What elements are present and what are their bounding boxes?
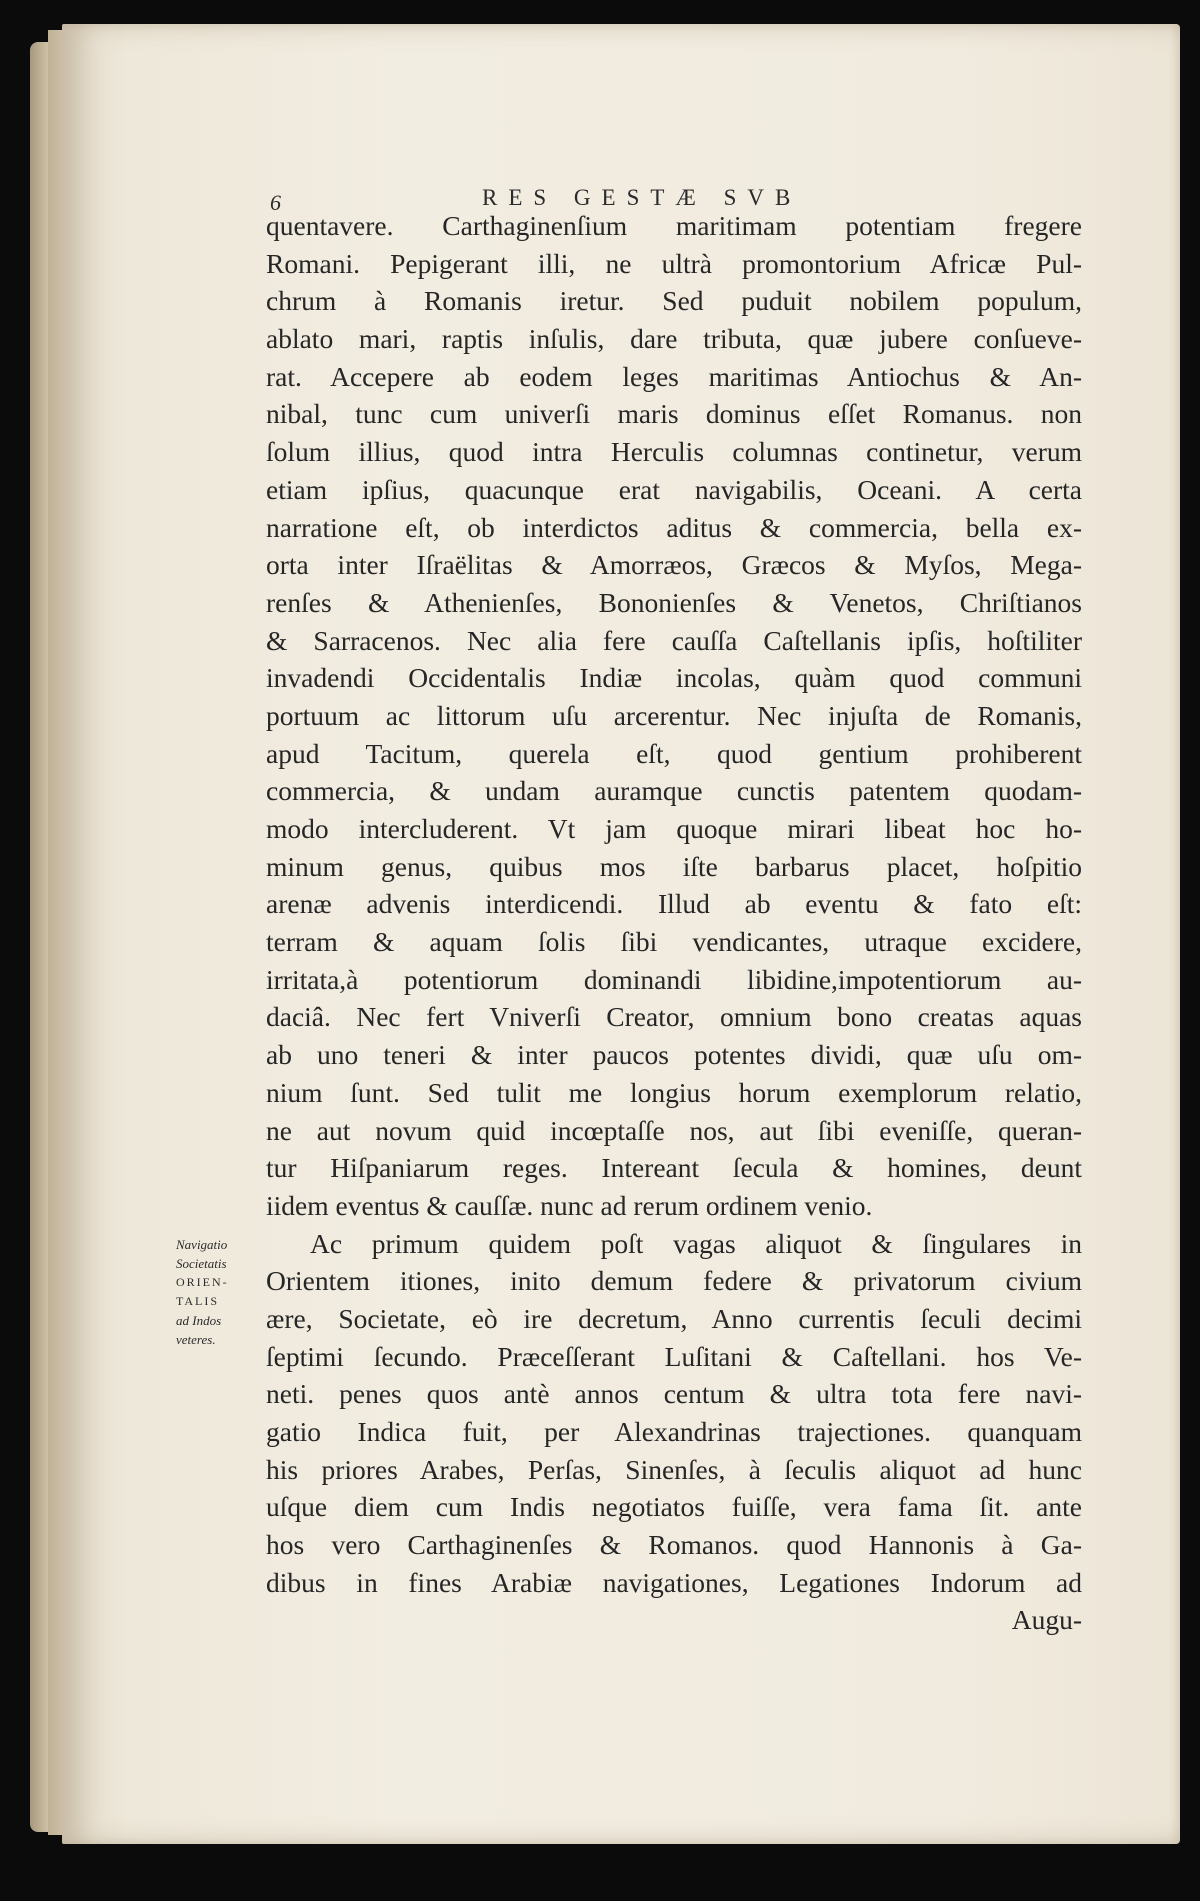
- text-line: dibus in fines Arabiæ navigationes, Legationes Indorum ad: [266, 1566, 1082, 1598]
- text-line: daciâ. Nec fert Vniverſi Creator, omnium bono creatas aquas: [266, 1001, 1082, 1033]
- text-line: uſque diem cum Indis negotiatos fuiſſe, vera fama ſit. ante: [266, 1491, 1082, 1523]
- text-line: terram & aquam ſolis ſibi vendicantes, utraque excidere,: [266, 926, 1082, 958]
- marginal-note-line: TALIS: [176, 1294, 220, 1308]
- text-line: ſeptimi ſecundo. Præceſſerant Luſitani & Caſtellani. hos Ve-: [266, 1340, 1082, 1372]
- text-line: apud Tacitum, querela eſt, quod gentium prohiberent: [266, 737, 1082, 769]
- body-text: [266, 207, 1082, 1639]
- text-line: rat. Accepere ab eodem leges maritimas Antiochus & An-: [266, 360, 1082, 392]
- text-line: nium ſunt. Sed tulit me longius horum exemplorum relatio,: [266, 1076, 1082, 1108]
- marginal-note: [176, 1235, 272, 1349]
- text-line: neti. penes quos antè annos centum & ultra tota fere navi-: [266, 1378, 1082, 1410]
- marginal-note-line: veteres.: [176, 1332, 216, 1347]
- text-line: chrum à Romanis iretur. Sed puduit nobilem populum,: [266, 285, 1082, 317]
- marginal-note-line: ad Indos: [176, 1313, 222, 1328]
- text-line: narratione eſt, ob interdictos aditus & commercia, bella ex-: [266, 511, 1082, 543]
- marginal-note-line: Societatis: [176, 1256, 227, 1271]
- text-line: minum genus, quibus mos iſte barbarus placet, hoſpitio: [266, 850, 1082, 882]
- text-line: ab uno teneri & inter paucos potentes dividi, quæ uſu om-: [266, 1039, 1082, 1071]
- text-line: commercia, & undam auramque cunctis patentem quodam-: [266, 775, 1082, 807]
- running-head: RES GESTÆ SVB: [482, 185, 802, 210]
- text-line: hos vero Carthaginenſes & Romanos. quod Hannonis à Ga-: [266, 1529, 1082, 1561]
- text-line: & Sarracenos. Nec alia fere cauſſa Caſtellanis ipſis, hoſtiliter: [266, 624, 1082, 656]
- text-line: etiam ipſius, quacunque erat navigabilis, Oceani. A certa: [266, 473, 1082, 505]
- text-line: tur Hiſpaniarum reges. Intereant ſecula & homines, deunt: [266, 1152, 1082, 1184]
- text-line: gatio Indica fuit, per Alexandrinas trajectiones. quanquam: [266, 1416, 1082, 1447]
- text-line: Ac primum quidem poſt vagas aliquot & ſingulares in: [310, 1227, 1082, 1259]
- text-line: his priores Arabes, Perſas, Sinenſes, à ſeculis aliquot ad hunc: [266, 1453, 1082, 1485]
- text-line: ſolum illius, quod intra Herculis columnas continetur, verum: [266, 436, 1082, 468]
- marginal-note-line: ORIEN-: [176, 1275, 229, 1289]
- text-line: modo intercluderent. Vt jam quoque mirari libeat hoc ho-: [266, 813, 1082, 844]
- text-line: ablato mari, raptis inſulis, dare tributa, quæ jubere conſueve-: [266, 323, 1082, 355]
- text-line: portuum ac littorum uſu arcerentur. Nec injuſta de Romanis,: [266, 699, 1082, 731]
- text-line: Romani. Pepigerant illi, ne ultrà promontorium Africæ Pul-: [266, 247, 1082, 279]
- text-line: arenæ advenis interdicendi. Illud ab eventu & fato eſt:: [266, 888, 1082, 920]
- text-line: ne aut novum quid incœptaſſe nos, aut ſibi eveniſſe, queran-: [266, 1114, 1082, 1146]
- text-line: iidem eventus & cauſſæ. nunc ad rerum ordinem venio.: [266, 1189, 873, 1221]
- text-line: quentavere. Carthaginenſium maritimam potentiam fregere: [266, 210, 1082, 241]
- text-line: renſes & Athenienſes, Bononienſes & Venetos, Chriſtianos: [266, 586, 1082, 618]
- page-number: 6: [270, 190, 281, 215]
- text-line: Orientem itiones, inito demum federe & privatorum civium: [266, 1265, 1082, 1297]
- catchword: Augu-: [1011, 1604, 1082, 1636]
- text-line: invadendi Occidentalis Indiæ incolas, quàm quod communi: [266, 662, 1082, 694]
- text-line: irritata,à potentiorum dominandi libidine,impotentiorum au-: [266, 963, 1082, 995]
- marginal-note-line: Navigatio: [176, 1237, 228, 1252]
- text-line: orta inter Iſraëlitas & Amorræos, Græcos & Myſos, Mega-: [266, 549, 1082, 581]
- text-line: ære, Societate, eò ire decretum, Anno currentis ſeculi decimi: [266, 1302, 1082, 1334]
- text-line: nibal, tunc cum univerſi maris dominus eſſet Romanus. non: [266, 398, 1082, 430]
